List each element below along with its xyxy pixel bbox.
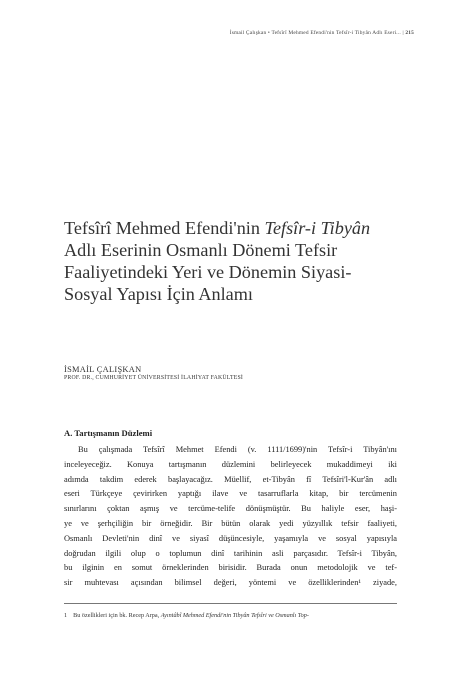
article-title (64, 217, 404, 305)
body-line: sir muhtevası açısından bilimsel değeri, yöntemi ve özelliklerinden¹ ziyade, (64, 578, 397, 588)
author-name: İSMAİL ÇALIŞKAN (64, 365, 142, 374)
footnote-text: Bu özellikleri için bk. Recep Arpa, (73, 612, 161, 619)
body-line: eseri Türkçeye çevirirken yaptığı ilave ve tasarruflarla kitap, bir tercümenin (64, 489, 397, 499)
body-line: sınırlarını çoktan aşmış ve tercüme-telife dönüşmüştür. Bu haliyle eser, haşi- (64, 504, 397, 514)
title-italic-work: Tefsîr-i Tibyân (264, 218, 371, 238)
title-line4: Sosyal Yapısı İçin Anlamı (64, 284, 253, 304)
page-number: 215 (405, 30, 414, 36)
author-affiliation: PROF. DR., CUMHURİYET ÜNİVERSİTESİ İLAHİYAT FAKÜLTESİ (64, 375, 244, 381)
running-head-text: İsmail Çalışkan • Tefsîrî Mehmed Efendi'nin Tefsîr-i Tibyân Adlı Eseri... | (229, 30, 404, 36)
section-heading: A. Tartışmanın Düzlemi (64, 428, 153, 438)
title-line3: Faaliyetindeki Yeri ve Dönemin Siyasi- (64, 262, 352, 282)
running-head (230, 30, 414, 36)
body-line: doğrudan ilgili olup o toplumun dinî tarihinin asli parçasıdır. Tefsîr-i Tibyân, (64, 548, 397, 558)
title-line2: Adlı Eserinin Osmanlı Dönemi Tefsir (64, 240, 338, 260)
footnote-italic-title: Ayıntâbî Mehmed Efendi'nin Tibyân Tefsîri ve Osmanlı Top- (160, 612, 309, 619)
body-line: Osmanlı Devleti'nin dinî ve siyasî düşüncesiyle, yaşamıyla ve sosyal yapısıyla (64, 533, 397, 543)
footnote-number: 1 (64, 612, 68, 619)
body-line: adımda takdim ederek başlayacağız. Müellif, et-Tibyân fî Tefsîri'l-Kur'ân adlı (64, 474, 397, 484)
title-part1: Tefsîrî Mehmed Efendi'nin (64, 218, 265, 238)
body-line: bu ilginin en somut örneklerinden birisidir. Burada onun metodolojik ve tef- (64, 563, 397, 573)
footnote (64, 612, 397, 619)
footnote-divider (64, 603, 397, 604)
body-text (64, 443, 397, 591)
body-line: Bu çalışmada Tefsîrî Mehmet Efendi (v. 1111/1699)'nin Tefsîr-i Tibyân'ını (78, 445, 397, 454)
body-line: ye ve şerhçiliğin bir örneğidir. Bir bütün olarak yedi yüzyıllık tefsir faaliyeti, (64, 518, 397, 528)
body-line: inceleyeceğiz. Konuya tartışmanın düzlemini belirleyecek mukaddimeyi iki (64, 459, 397, 469)
